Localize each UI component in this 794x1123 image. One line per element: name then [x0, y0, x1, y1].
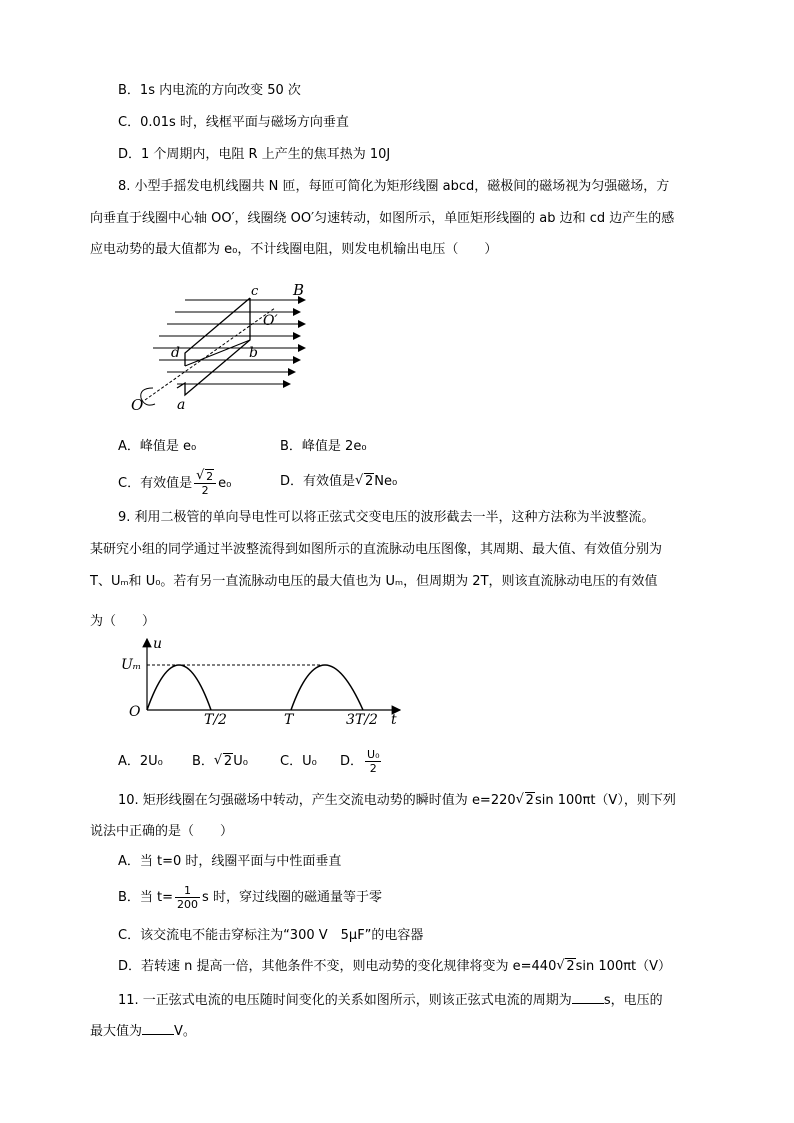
- q11-stem-line1: [118, 989, 663, 1011]
- q9-stem-line3: T、Uₘ和 U₀。若有另一直流脉动电压的最大值也为 Uₘ，但周期为 2T，则该直流脉动电压的有效值: [90, 574, 658, 589]
- q8-label-O-prime: O′: [263, 313, 278, 329]
- q8-option-a: A．峰值是 e₀: [118, 439, 197, 454]
- q10-option-a: A．当 t=0 时，线圈平面与中性面垂直: [118, 854, 342, 869]
- sqrt-sign: [556, 957, 575, 977]
- q9-axis-t: t: [391, 712, 397, 728]
- q11-stem-line2: [90, 1020, 196, 1042]
- q10-option-b: [118, 884, 382, 911]
- q9-option-b-prefix: B．: [192, 754, 214, 769]
- q10-option-b-fraction: [175, 884, 200, 911]
- q8-option-d-suffix: Ne₀: [374, 474, 398, 489]
- q8-coil-figure: [125, 278, 325, 418]
- q9-waveform-figure: [115, 636, 410, 731]
- q8-label-O: O: [131, 396, 144, 414]
- sqrt-sign: [355, 472, 374, 492]
- q9-axis-u: u: [153, 636, 163, 652]
- q10-option-b-suffix: s 时，穿过线圈的磁通量等于零: [202, 890, 382, 905]
- q7-option-d: D．1 个周期内，电阻 R 上产生的焦耳热为 10J: [118, 147, 391, 162]
- q8-label-c: c: [251, 284, 259, 299]
- q8-option-c-suffix: e₀: [218, 476, 232, 491]
- q9-option-c: C．U₀: [280, 754, 317, 769]
- q8-label-a: a: [177, 397, 186, 413]
- q8-stem-line2: 向垂直于线圈中心轴 OO′，线圈绕 OO′匀速转动，如图所示，单匝矩形线圈的 ab 边和 cd 边产生的感: [90, 211, 675, 226]
- q10-option-d: [118, 957, 671, 977]
- q11-max-voltage-blank[interactable]: [142, 1020, 174, 1035]
- q9-option-b-radicand: 2: [223, 754, 233, 769]
- q8-option-c: [118, 470, 231, 497]
- q8-label-d: d: [171, 345, 180, 361]
- sqrt-sign: [196, 470, 214, 483]
- q9-tick-T: T: [284, 712, 294, 728]
- q9-stem-line4: 为（ ）: [90, 614, 156, 629]
- q10-stem-line1: [118, 791, 676, 811]
- q8-option-c-prefix: C．有效值是: [118, 476, 193, 491]
- q9-label-Um: Uₘ: [121, 657, 142, 673]
- q9-option-d-numerator: U₀: [367, 748, 380, 761]
- q10-option-b-denominator: 200: [177, 898, 199, 911]
- sqrt-sign: [516, 791, 535, 811]
- q7-option-b: B．1s 内电流的方向改变 50 次: [118, 83, 301, 98]
- q9-label-O: O: [129, 704, 141, 720]
- sqrt-sign: [214, 752, 233, 772]
- q9-option-d-prefix: D．: [340, 754, 364, 769]
- q9-option-a: A．2U₀: [118, 754, 163, 769]
- q9-stem-line2: 某研究小组的同学通过半波整流得到如图所示的直流脉动电压图像，其周期、最大值、有效值分别为: [90, 542, 663, 557]
- q9-option-d-fraction: [365, 748, 381, 775]
- q9-stem-line1: 9. 利用二极管的单向导电性可以将正弦式交变电压的波形截去一半，这种方法称为半波整流。: [118, 510, 655, 525]
- q7-option-c: C．0.01s 时，线框平面与磁场方向垂直: [118, 115, 349, 130]
- q8-option-c-fraction: [194, 470, 216, 497]
- q8-label-b: b: [249, 345, 258, 361]
- q11-stem-suffix: s，电压的: [603, 993, 663, 1008]
- q10-stem-prefix: 10. 矩形线圈在匀强磁场中转动，产生交流电动势的瞬时值为 e=220: [118, 793, 516, 808]
- q10-option-b-prefix: B．当 t=: [118, 890, 174, 905]
- q8-label-B: B: [293, 281, 305, 299]
- q10-option-d-prefix: D．若转速 n 提高一倍，其他条件不变，则电动势的变化规律将变为 e=440: [118, 959, 557, 974]
- q10-option-c: C．该交流电不能击穿标注为“300 V 5μF”的电容器: [118, 928, 424, 943]
- q9-option-d: [340, 748, 383, 775]
- q11-stem-prefix: 11. 一正弦式电流的电压随时间变化的关系如图所示，则该正弦式电流的周期为: [118, 993, 572, 1008]
- q9-option-d-denominator: 2: [369, 762, 377, 775]
- q10-stem-line2: 说法中正确的是（ ）: [90, 824, 234, 839]
- q10-option-b-numerator: 1: [175, 884, 200, 898]
- q8-option-c-denominator: 2: [201, 484, 209, 497]
- q10-stem-radicand: 2: [525, 793, 534, 808]
- q9-option-b-suffix: U₀: [233, 754, 248, 769]
- q8-option-d: [280, 472, 397, 492]
- q10-stem-suffix: sin 100πt（V），则下列: [534, 793, 676, 808]
- q11-line2-suffix: V。: [174, 1024, 196, 1039]
- q8-stem-line3: 应电动势的最大值都为 e₀，不计线圈电阻，则发电机输出电压（ ）: [90, 242, 498, 257]
- q9-tick-T2: T/2: [204, 712, 227, 728]
- q9-option-b: [192, 752, 248, 772]
- q8-option-d-prefix: D．有效值是: [280, 474, 356, 489]
- q11-period-blank[interactable]: [572, 989, 604, 1004]
- q10-option-d-radicand: 2: [566, 959, 575, 974]
- q8-option-b: B．峰值是 2e₀: [280, 439, 367, 454]
- q8-option-c-radicand: 2: [206, 470, 214, 483]
- q10-option-d-suffix: sin 100πt（V）: [575, 959, 672, 974]
- q8-option-d-radicand: 2: [365, 474, 374, 489]
- q11-line2-prefix: 最大值为: [90, 1024, 143, 1039]
- q8-stem-line1: 8. 小型手摇发电机线圈共 N 匝，每匝可简化为矩形线圈 abcd，磁极间的磁场视为匀强磁场，方: [118, 179, 670, 194]
- q9-tick-3T2: 3T/2: [346, 712, 378, 728]
